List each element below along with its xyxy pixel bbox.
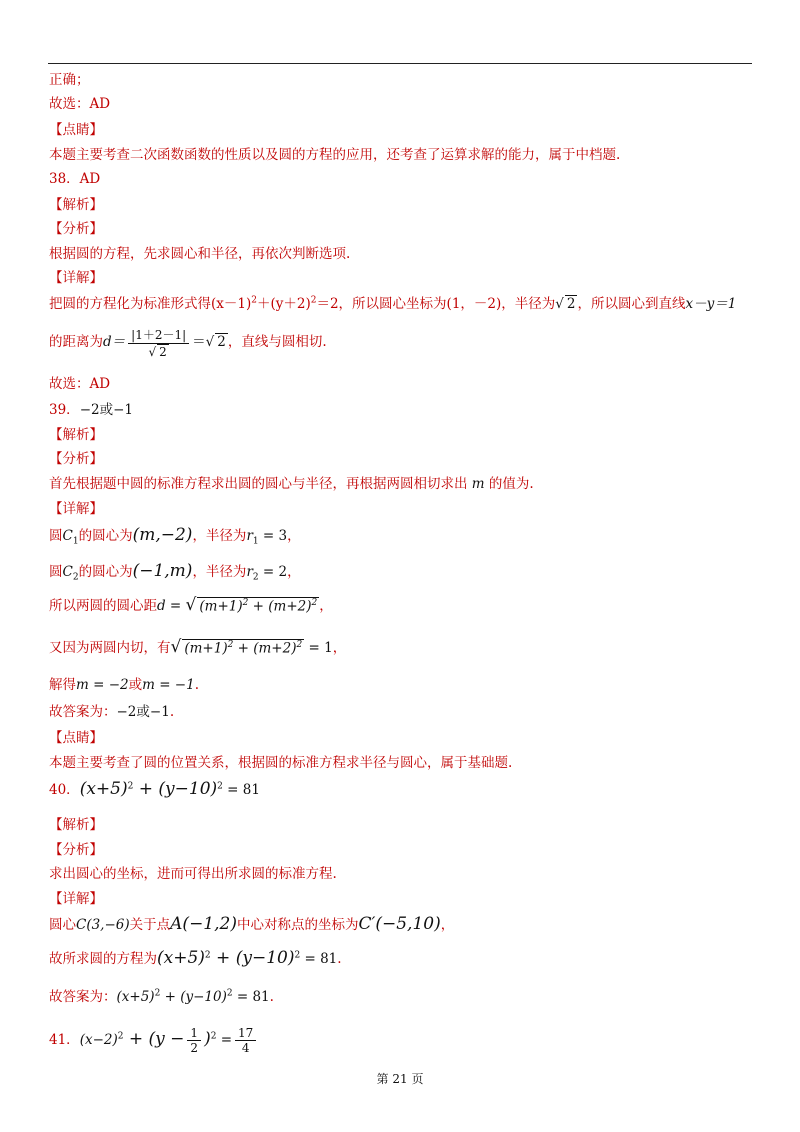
formula-text: . <box>169 704 175 720</box>
text-line: 故选：AD <box>49 376 111 392</box>
radius-var: r <box>246 528 253 544</box>
section-label: 【详解】 <box>49 891 103 907</box>
formula-text: 或 <box>128 677 143 693</box>
text-line <box>49 947 342 968</box>
subscript: 1 <box>72 536 79 547</box>
text-line <box>49 985 274 1005</box>
paren-close: ) <box>204 1029 211 1049</box>
solution-1: m = −2 <box>76 677 129 693</box>
center-coord: (m,−2) <box>132 525 193 545</box>
formula-text: . <box>269 989 274 1005</box>
subscript: 2 <box>252 572 259 583</box>
formula-text: 又因为两圆内切，有 <box>49 640 171 656</box>
text-line <box>49 700 174 720</box>
radical-sign: √ <box>555 296 564 312</box>
exponent: 2 <box>210 1031 217 1042</box>
formula-text: ＝2，所以圆心坐标为(1，－2)，半径为 <box>316 296 556 312</box>
point-c: C(3,−6) <box>76 917 130 933</box>
question-number: 41． <box>49 1032 80 1048</box>
exponent: 2 <box>226 988 233 999</box>
formula-text: 把圆的方程化为标准形式得(x－1) <box>49 296 252 312</box>
text-line <box>49 524 301 547</box>
text-line: 求出圆心的坐标，进而可得出所求圆的标准方程. <box>49 866 337 882</box>
radical-sign: √ <box>170 637 182 657</box>
text-line <box>49 913 454 934</box>
variable-m: m <box>471 476 485 492</box>
formula-text: 故答案为： <box>49 989 117 1005</box>
section-label: 【解析】 <box>49 427 103 443</box>
header-rule <box>48 63 752 64</box>
formula-text: 的圆心为 <box>78 528 133 544</box>
answer-heading: 38．AD <box>49 171 101 187</box>
formula-text: ， <box>287 528 301 544</box>
section-label: 【点睛】 <box>49 122 103 138</box>
fraction-numerator: |1＋2－1| <box>128 326 189 344</box>
radicand: 2 <box>217 334 226 350</box>
subscript: 1 <box>252 536 259 547</box>
text-line <box>49 636 346 657</box>
formula-text: . <box>337 951 342 967</box>
formula-text: ， <box>287 564 301 580</box>
distance-var: d = <box>157 598 186 614</box>
fraction <box>128 326 189 359</box>
section-label: 【详解】 <box>49 270 103 286</box>
formula-text: 的圆心为 <box>78 564 133 580</box>
equation-term: (x+5) <box>116 989 155 1005</box>
exponent: 2 <box>227 639 234 650</box>
radical-sign: √ <box>148 345 157 359</box>
radicand: 2 <box>566 296 576 312</box>
term: + (m+2) <box>233 640 297 656</box>
formula-text: ，半径为 <box>192 528 247 544</box>
equation-rhs: = 81 <box>222 782 260 798</box>
formula-text: 圆心 <box>49 917 76 933</box>
formula-text: 所以两圆的圆心距 <box>49 598 157 614</box>
text-line <box>49 326 327 359</box>
equation-term: (x−2) <box>79 1032 118 1048</box>
exponent: 2 <box>242 597 249 608</box>
section-label: 【详解】 <box>49 501 103 517</box>
answer-value: −2或−1 <box>79 402 133 418</box>
section-label: 【分析】 <box>49 842 103 858</box>
fraction-denominator: 2 <box>190 1041 199 1055</box>
text-line <box>49 560 301 583</box>
radicand <box>197 597 319 615</box>
distance-var: d＝ <box>103 334 126 350</box>
exponent: 2 <box>251 295 257 306</box>
formula-text: ，所以圆心到直线 <box>577 296 686 312</box>
point-a: A(−1,2) <box>170 914 237 934</box>
circle-name: C <box>62 564 73 580</box>
radical-sign: √ <box>205 334 215 350</box>
fraction-denominator: 4 <box>241 1041 250 1055</box>
formula-text: ， <box>319 598 333 614</box>
equation-term: + (y − <box>123 1029 185 1049</box>
formula-text: ，半径为 <box>192 564 247 580</box>
radius-value: = 2 <box>258 564 288 580</box>
text-line: 故选：AD <box>49 96 111 112</box>
formula-text: 的距离为 <box>49 334 103 350</box>
solution-2: m = −1 <box>142 677 195 693</box>
formula-text: 解得 <box>49 677 76 693</box>
fraction <box>235 1026 256 1055</box>
point-c-prime: C′(−5,10) <box>358 914 441 934</box>
formula-text: ，直线与圆相切. <box>227 334 327 350</box>
exponent: 2 <box>204 950 211 961</box>
equation-term: (x+5) <box>157 948 205 968</box>
subscript: 2 <box>72 572 79 583</box>
line-equation: x－y＝1 <box>685 296 737 312</box>
formula-text: ， <box>440 917 455 933</box>
section-label: 【解析】 <box>49 817 103 833</box>
formula-text: 的值为. <box>488 476 534 492</box>
question-number: 40． <box>49 782 80 798</box>
equation-term: (x+5) <box>79 779 128 799</box>
fraction-numerator: 17 <box>235 1026 256 1041</box>
exponent: 2 <box>311 597 318 608</box>
equation-term: + (y−10) <box>210 948 295 968</box>
formula-text: ， <box>332 640 347 656</box>
text-line <box>49 594 333 615</box>
formula-text: 中心对称点的坐标为 <box>236 917 359 933</box>
exponent: 2 <box>154 988 161 999</box>
answer-heading <box>49 1026 259 1055</box>
question-number: 39． <box>49 402 80 418</box>
formula-text: 首先根据题中圆的标准方程求出圆的圆心与半径，再根据两圆相切求出 <box>49 476 468 492</box>
formula-text: ＋(y＋2) <box>256 296 311 312</box>
equation-term: + (y−10) <box>133 779 218 799</box>
equation-rhs: = 81 <box>232 989 270 1005</box>
equals-sign: ＝ <box>192 334 206 350</box>
formula-text: 圆 <box>49 528 63 544</box>
formula-text: 圆 <box>49 564 63 580</box>
term: (m+1) <box>199 598 243 614</box>
equals-sign: = <box>216 1032 233 1048</box>
formula-text: 关于点 <box>129 917 171 933</box>
circle-name: C <box>62 528 73 544</box>
formula-text: 故所求圆的方程为 <box>49 951 157 967</box>
section-label: 【分析】 <box>49 451 103 467</box>
radical-sign: √ <box>185 595 197 615</box>
text-line: 本题主要考查了圆的位置关系，根据圆的标准方程求半径与圆心，属于基础题. <box>49 755 513 771</box>
answer-heading <box>49 778 260 799</box>
equation-term: + (y−10) <box>160 989 227 1005</box>
answer-heading <box>49 398 133 418</box>
exponent: 2 <box>296 639 303 650</box>
exponent: 2 <box>127 781 134 792</box>
text-line: 正确； <box>49 72 90 88</box>
radius-var: r <box>246 564 253 580</box>
formula-text: . <box>194 677 200 693</box>
radicand <box>182 639 304 657</box>
section-label: 【点睛】 <box>49 730 103 746</box>
center-coord: (−1,m) <box>132 561 193 581</box>
text-line <box>49 472 534 492</box>
section-label: 【解析】 <box>49 197 103 213</box>
page-footer: 第 21 页 <box>376 1072 424 1086</box>
exponent: 2 <box>310 295 317 306</box>
term: + (m+2) <box>248 598 312 614</box>
text-line: 本题主要考查二次函数函数的性质以及圆的方程的应用，还考查了运算求解的能力，属于中档题. <box>49 147 621 163</box>
exponent: 2 <box>294 950 301 961</box>
text-line <box>49 673 199 693</box>
fraction-numerator: 1 <box>187 1026 201 1041</box>
exponent: 2 <box>117 1031 124 1042</box>
fraction-denominator <box>128 344 189 359</box>
exponent: 2 <box>217 781 223 792</box>
term: (m+1) <box>184 640 228 656</box>
fraction <box>187 1026 201 1055</box>
text-line: 根据圆的方程，先求圆心和半径，再依次判断选项. <box>49 246 351 262</box>
section-label: 【分析】 <box>49 221 103 237</box>
formula-text: 故答案为： <box>49 704 117 720</box>
answer-value: −2或−1 <box>116 704 170 720</box>
equation-rhs: = 81 <box>300 951 338 967</box>
radicand: 2 <box>159 345 167 359</box>
text-line <box>49 292 736 312</box>
equation-rhs: = 1 <box>304 640 333 656</box>
radius-value: = 3 <box>258 528 288 544</box>
